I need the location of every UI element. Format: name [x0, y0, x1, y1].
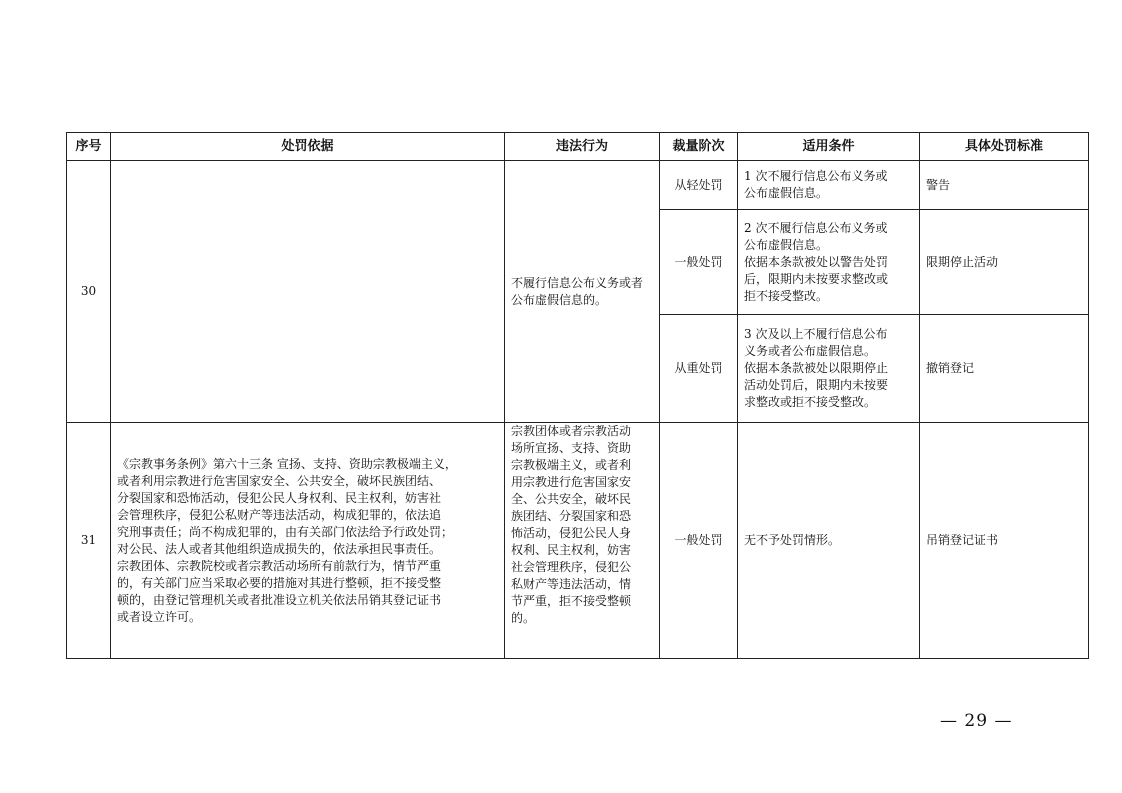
- violation-line: 的。: [511, 611, 536, 625]
- row31-condition: 无不予处罚情形。: [738, 423, 920, 659]
- page-number: — 29 —: [940, 711, 1013, 731]
- violation-line: 节严重，拒不接受整顿: [511, 594, 632, 608]
- header-violation: 违法行为: [505, 133, 660, 161]
- row31-number: 31: [67, 423, 111, 659]
- violation-line: 私财产等违法活动，情: [511, 577, 632, 591]
- basis-line: 对公民、法人或者其他组织造成损失的，依法承担民事责任。: [117, 541, 442, 556]
- row30-tier3-standard: 撤销登记: [920, 315, 1089, 423]
- row30-violation: 不履行信息公布义务或者公布虚假信息的。: [505, 161, 660, 423]
- violation-line: 族团结、分裂国家和恐: [511, 509, 632, 523]
- basis-line: 究刑事责任；尚不构成犯罪的，由有关部门依法给予行政处罚；: [117, 524, 454, 539]
- header-standard: 具体处罚标准: [920, 133, 1089, 161]
- condition-line: 拒不接受整改。: [744, 288, 829, 303]
- basis-line: 的，有关部门应当采取必要的措施对其进行整顿，拒不接受整: [117, 575, 442, 590]
- violation-line: 全、公共安全，破坏民: [511, 492, 632, 506]
- condition-line: 3 次及以上不履行信息公布: [744, 327, 888, 341]
- row30-number: 30: [67, 161, 111, 423]
- condition-line: 1 次不履行信息公布义务或: [744, 169, 888, 183]
- header-condition: 适用条件: [738, 133, 920, 161]
- violation-line: 权利、民主权利，妨害: [511, 543, 632, 557]
- violation-line: 宗教极端主义，或者利: [511, 458, 632, 472]
- header-basis: 处罚依据: [111, 133, 505, 161]
- table-row: [67, 161, 1089, 210]
- condition-line: 后，限期内未按要求整改或: [744, 271, 889, 286]
- condition-line: 义务或者公布虚假信息。: [744, 344, 877, 358]
- row30-tier1-condition: [738, 161, 920, 210]
- basis-line: 宗教团体、宗教院校或者宗教活动场所有前款行为，情节严重: [117, 558, 442, 573]
- condition-line: 依据本条款被处以警告处罚: [744, 254, 889, 269]
- violation-line: 场所宣扬、支持、资助: [511, 441, 632, 455]
- row30-tier2-level: 一般处罚: [660, 210, 738, 315]
- row30-tier1-standard: 警告: [920, 161, 1089, 210]
- violation-line: 社会管理秩序，侵犯公: [511, 560, 632, 574]
- violation-line: 怖活动，侵犯公民人身: [511, 526, 632, 540]
- basis-line: 《宗教事务条例》第六十三条 宣扬、支持、资助宗教极端主义，: [117, 456, 457, 471]
- condition-line: 公布虚假信息。: [744, 237, 829, 252]
- condition-line: 求整改或拒不接受整改。: [744, 395, 877, 409]
- header-number: 序号: [67, 133, 111, 161]
- row30-tier2-standard: 限期停止活动: [920, 210, 1089, 315]
- row30-tier3-condition: [738, 315, 920, 423]
- basis-line: 分裂国家和恐怖活动，侵犯公民人身权利、民主权利，妨害社: [117, 490, 442, 505]
- table-row: [67, 423, 1089, 659]
- violation-line: 宗教团体或者宗教活动: [511, 424, 632, 438]
- row31-standard: 吊销登记证书: [920, 423, 1089, 659]
- row31-violation: [505, 423, 660, 659]
- condition-line: 活动处罚后，限期内未按要: [744, 378, 889, 392]
- header-level: 裁量阶次: [660, 133, 738, 161]
- row31-basis: [111, 423, 505, 659]
- row31-level: 一般处罚: [660, 423, 738, 659]
- basis-line: 会管理秩序，侵犯公私财产等违法活动，构成犯罪的，依法追: [117, 507, 442, 522]
- condition-line: 2 次不履行信息公布义务或: [744, 220, 888, 235]
- row30-tier3-level: 从重处罚: [660, 315, 738, 423]
- basis-line: 或者利用宗教进行危害国家安全、公共安全，破坏民族团结、: [117, 473, 442, 488]
- condition-line: 依据本条款被处以限期停止: [744, 361, 889, 375]
- penalty-table: [66, 132, 1089, 659]
- row30-basis: [111, 161, 505, 423]
- violation-line: 用宗教进行危害国家安: [511, 475, 632, 489]
- basis-line: 或者设立许可。: [117, 609, 202, 624]
- condition-line: 公布虚假信息。: [744, 186, 829, 200]
- row30-tier1-level: 从轻处罚: [660, 161, 738, 210]
- row30-tier2-condition: [738, 210, 920, 315]
- table-header-row: [67, 133, 1089, 161]
- basis-line: 顿的，由登记管理机关或者批准设立机关依法吊销其登记证书: [117, 592, 442, 607]
